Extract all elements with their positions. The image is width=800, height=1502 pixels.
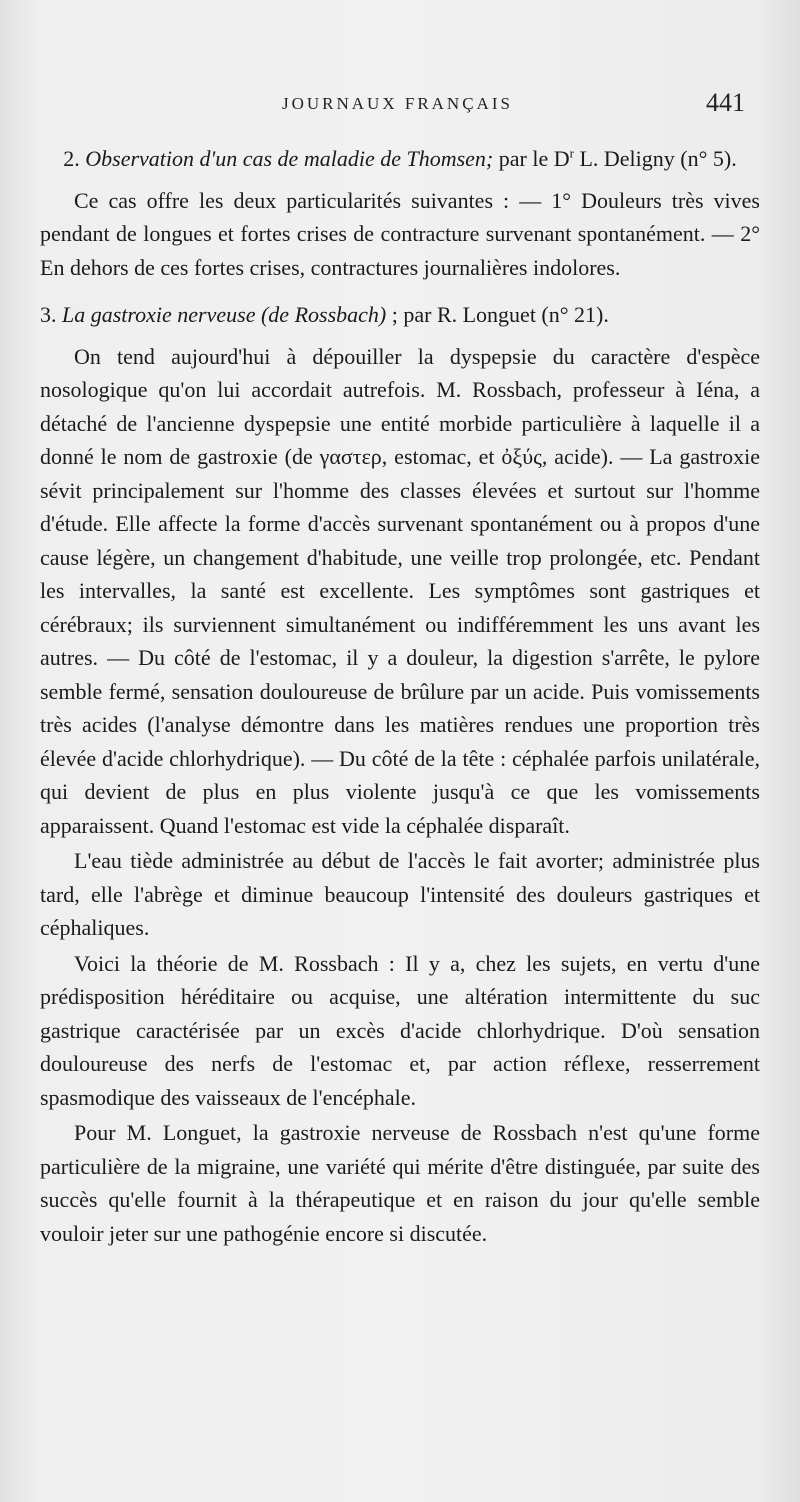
entry-author: ; par R. Longuet (n° 21). (386, 302, 609, 327)
entry-title (40, 142, 760, 176)
entry-title (40, 298, 760, 332)
paragraph: Pour M. Longuet, la gastroxie nerveuse de Rossbach n'est qu'une forme particulière de la migraine, une variété qui mérite d'être distinguée, par suite des succès qu'elle fournit à la thérapeutique et en raison du jour qu'elle semble vouloir jeter sur une pathogénie encore si discutée. (40, 1120, 760, 1246)
paragraph: L'eau tiède administrée au début de l'accès le fait avorter; administrée plus tard, elle l'abrège et diminue beaucoup l'intensité des douleurs gastriques et céphaliques. (40, 848, 760, 940)
entry-author: L. Deligny (n° 5). (573, 146, 737, 171)
entry-number: 2. (63, 146, 80, 171)
entry-author-sup: r (569, 145, 574, 161)
page-header (0, 90, 800, 130)
page-content (40, 142, 760, 1250)
paragraph: Voici la théorie de M. Rossbach : Il y a, chez les sujets, en vertu d'une prédisposition héréditaire ou acquise, une altération intermittente du suc gastrique caractérisée par un excès d'acide chlorhydrique. D'où sensation douloureuse des nerfs de l'estomac et, par action réflexe, resserrement spasmodique des vaisseaux de l'encéphale. (40, 950, 760, 1110)
paragraph: On tend aujourd'hui à dépouiller la dyspepsie du caractère d'espèce nosologique qu'on lui accordait autrefois. M. Rossbach, professeur à Iéna, a détaché de l'ancienne dyspepsie une entité morbide particulière à laquelle il a donné le nom de gastroxie (de γαστερ, estomac, et ὀξύς, acide). — La gastroxie sévit principalement sur l'homme des classes élevées et surtout sur l'homme d'étude. Elle affecte la forme d'accès survenant spontanément ou à propos d'une cause légère, un changement d'habitude, une veille trop prolongée, etc. Pendant les intervalles, la santé est excellente. Les symptômes sont gastriques et cérébraux; ils surviennent simultanément ou indifféremment les uns avant les autres. — Du côté de l'estomac, il y a douleur, la digestion s'arrête, le pylore semble fermé, sensation douloureuse de brûlure par un acide. Puis vomissements très acides (l'analyse démontre dans les matières rendues une proportion très élevée d'acide chlorhydrique). — Du côté de la tête : céphalée parfois unilatérale, qui devient de plus en plus violente jusqu'à ce que les vomissements apparaissent. Quand l'estomac est vide la céphalée disparaît. (40, 343, 760, 838)
page-number: 441 (706, 88, 745, 117)
entry-heading: La gastroxie nerveuse (de Rossbach) (62, 302, 387, 327)
entry-author-prefix: par le D (493, 146, 570, 171)
entry-number: 3. (40, 302, 57, 327)
entry-heading: Observation d'un cas de maladie de Thomsen; (85, 146, 494, 171)
paragraph: Ce cas offre les deux particularités suivantes : — 1° Douleurs très vives pendant de longues et fortes crises de contracture survenant spontanément. — 2° En dehors de ces fortes crises, contractures journalières indolores. (40, 187, 760, 280)
running-title: JOURNAUX FRANÇAIS (282, 94, 513, 113)
